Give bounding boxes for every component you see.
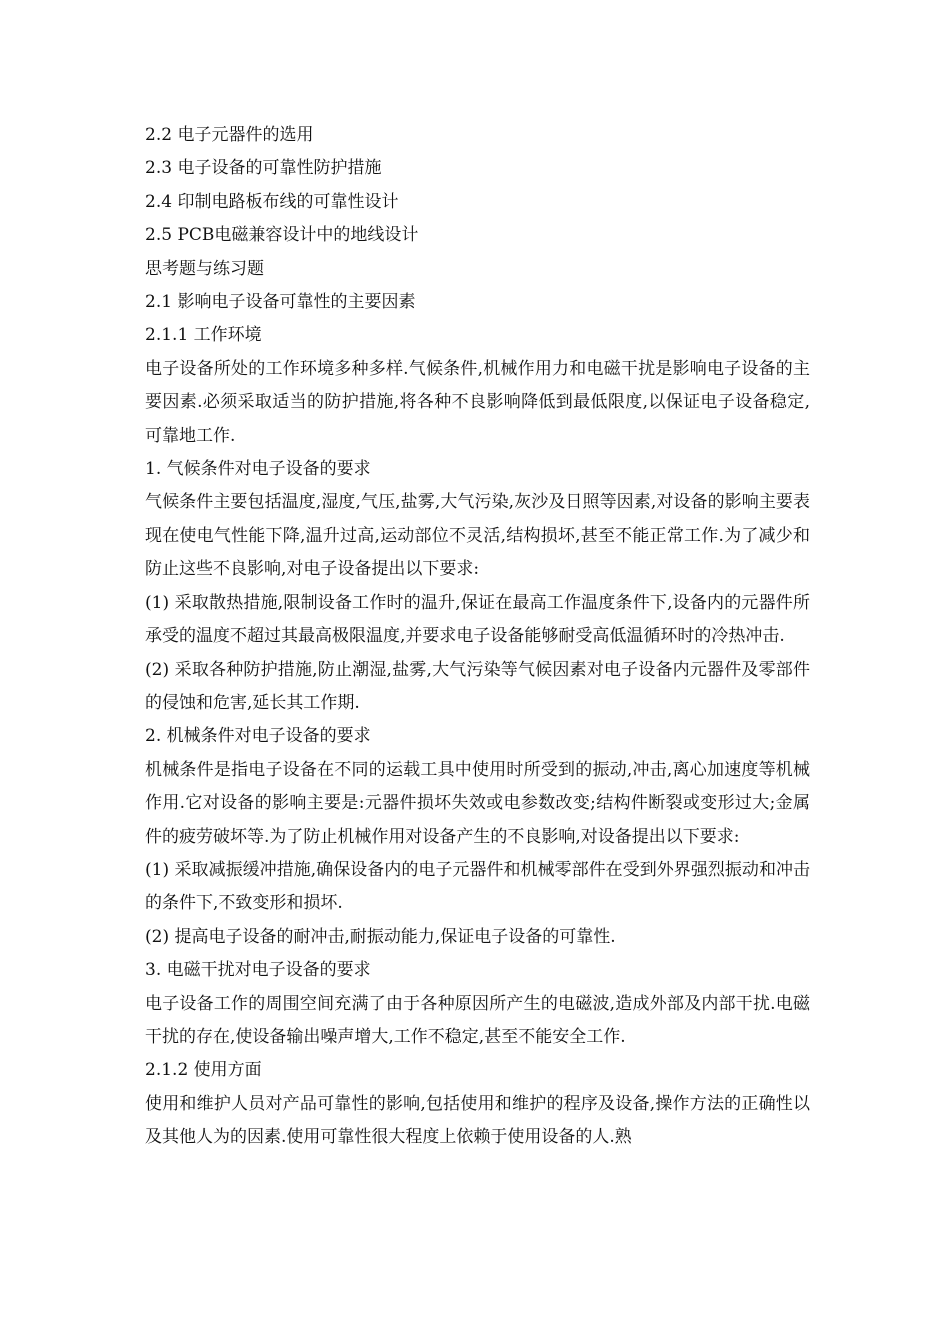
document-body [145, 119, 810, 1155]
subheading-emi: 3. 电磁干扰对电子设备的要求 [145, 960, 371, 981]
paragraph-usage: 使用和维护人员对产品可靠性的影响,包括使用和维护的程序及设备,操作方法的正确性以及其他人为的因素.使用可靠性很大程度上依赖于使用设备的人.熟 [145, 1093, 810, 1148]
paragraph-mechanical: 机械条件是指电子设备在不同的运载工具中使用时所受到的振动,冲击,离心加速度等机械作用.它对设备的影响主要是:元器件损坏失效或电参数改变;结构件断裂或变形过大;金属件的疲劳破坏等.为了防止机械作用对设备产生的不良影响,对设备提出以下要求: [145, 759, 810, 847]
paragraph-mechanical-req-1: (1) 采取减振缓冲措施,确保设备内的电子元器件和机械零部件在受到外界强烈振动和冲击的条件下,不致变形和损坏. [145, 859, 810, 914]
paragraph-mechanical-req-2: (2) 提高电子设备的耐冲击,耐振动能力,保证电子设备的可靠性. [145, 926, 616, 947]
paragraph-climate-req-2: (2) 采取各种防护措施,防止潮湿,盐雾,大气污染等气候因素对电子设备内元器件及零部件的侵蚀和危害,延长其工作期. [145, 659, 810, 713]
subheading-mechanical: 2. 机械条件对电子设备的要求 [145, 726, 371, 747]
toc-entry-exercises: 思考题与练习题 [145, 258, 264, 279]
section-heading-2-1: 2.1 影响电子设备可靠性的主要因素 [145, 292, 416, 313]
paragraph-climate-req-1: (1) 采取散热措施,限制设备工作时的温升,保证在最高工作温度条件下,设备内的元器件所承受的温度不超过其最高极限温度,并要求电子设备能够耐受高低温循环时的冷热冲击. [145, 592, 810, 647]
toc-entry-2-2: 2.2 电子元器件的选用 [145, 125, 314, 145]
section-heading-2-1-1: 2.1.1 工作环境 [145, 325, 262, 346]
paragraph-work-environment: 电子设备所处的工作环境多种多样.气候条件,机械作用力和电磁干扰是影响电子设备的主要因素.必须采取适当的防护措施,将各种不良影响降低到最低限度,以保证电子设备稳定,可靠地工作. [145, 358, 810, 446]
toc-entry-2-5: 2.5 PCB电磁兼容设计中的地线设计 [145, 225, 419, 246]
toc-entry-2-3: 2.3 电子设备的可靠性防护措施 [145, 158, 382, 179]
section-heading-2-1-2: 2.1.2 使用方面 [145, 1060, 262, 1081]
subheading-climate: 1. 气候条件对电子设备的要求 [145, 459, 371, 480]
paragraph-emi: 电子设备工作的周围空间充满了由于各种原因所产生的电磁波,造成外部及内部干扰.电磁干扰的存在,使设备输出噪声增大,工作不稳定,甚至不能安全工作. [145, 993, 810, 1047]
toc-entry-2-4: 2.4 印制电路板布线的可靠性设计 [145, 191, 399, 212]
paragraph-climate: 气候条件主要包括温度,湿度,气压,盐雾,大气污染,灰沙及日照等因素,对设备的影响主要表现在使电气性能下降,温升过高,运动部位不灵活,结构损坏,甚至不能正常工作.为了减少和防止这些不良影响,对电子设备提出以下要求: [145, 492, 810, 580]
